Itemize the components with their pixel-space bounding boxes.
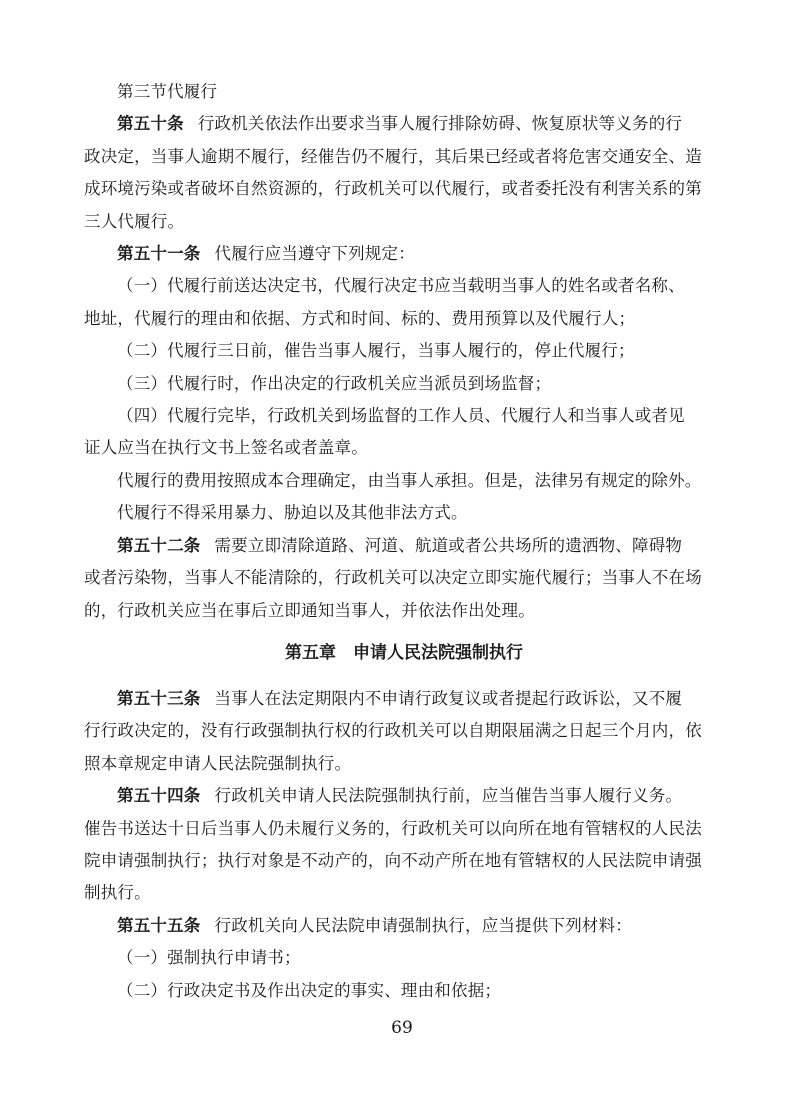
article-51-paragraph-3: 代履行不得采用暴力、胁迫以及其他非法方式。 (117, 503, 468, 523)
article-51-item-4-line-2: 证人应当在执行文书上签名或者盖章。 (84, 438, 368, 458)
article-53-label: 第五十三条 (117, 688, 201, 708)
article-55-item-1: （一）强制执行申请书； (117, 948, 301, 968)
article-50-line-1 (84, 108, 724, 140)
article-51-label: 第五十一条 (117, 244, 201, 264)
article-51-item-1-line-1: （一）代履行前送达决定书，代履行决定书应当载明当事人的姓名或者名称、 (117, 276, 685, 296)
article-50-label: 第五十条 (117, 114, 184, 134)
article-52-label: 第五十二条 (117, 535, 201, 555)
document-body (84, 76, 724, 1007)
article-51-item-4-line-1: （四）代履行完毕，行政机关到场监督的工作人员、代履行人和当事人或者见 (117, 406, 685, 426)
article-53-line-3: 照本章规定申请人民法院强制执行。 (84, 753, 352, 773)
article-54-line-2: 催告书送达十日后当事人仍未履行义务的，行政机关可以向所在地有管辖权的人民法 (84, 818, 702, 838)
article-51-paragraph-2: 代履行的费用按照成本合理确定，由当事人承担。但是，法律另有规定的除外。 (117, 470, 702, 490)
article-54-line-3: 院申请强制执行；执行对象是不动产的，向不动产所在地有管辖权的人民法院申请强 (84, 850, 702, 870)
article-53-line-2: 行行政决定的，没有行政强制执行权的行政机关可以自期限届满之日起三个月内，依 (84, 721, 702, 741)
article-50-line-4: 三人代履行。 (84, 211, 185, 231)
article-51-item-3: （三）代履行时，作出决定的行政机关应当派员到场监督； (117, 373, 552, 393)
article-54-line-4: 制执行。 (84, 883, 151, 903)
article-53-line-1 (84, 683, 724, 715)
article-52-line-2: 或者污染物，当事人不能清除的，行政机关可以决定立即实施代履行；当事人不在场 (84, 568, 702, 588)
article-54-text: 行政机关申请人民法院强制执行前，应当催告当事人履行义务。 (214, 786, 683, 806)
article-52-line-3: 的，行政机关应当在事后立即通知当事人，并依法作出处理。 (84, 600, 535, 620)
article-54-label: 第五十四条 (117, 786, 201, 806)
article-55-label: 第五十五条 (117, 915, 201, 935)
article-50-line-3: 成环境污染或者破坏自然资源的，行政机关可以代履行，或者委托没有利害关系的第 (84, 179, 702, 199)
article-54-line-1 (84, 780, 724, 812)
chapter-title: 第五章 申请人民法院强制执行 (285, 642, 523, 663)
article-52-line-1 (84, 530, 724, 562)
article-55-item-2: （二）行政决定书及作出决定的事实、理由和依据； (117, 980, 502, 1000)
article-51-line-1 (84, 238, 724, 270)
article-50-text: 行政机关依法作出要求当事人履行排除妨碍、恢复原状等义务的行 (197, 114, 683, 134)
article-55-text: 行政机关向人民法院申请强制执行，应当提供下列材料： (214, 915, 632, 935)
section-heading: 第三节代履行 (117, 82, 218, 101)
article-53-text: 当事人在法定期限内不申请行政复议或者提起行政诉讼，又不履 (214, 688, 683, 708)
article-51-item-1-line-2: 地址，代履行的理由和依据、方式和时间、标的、费用预算以及代履行人； (84, 308, 636, 328)
article-52-text: 需要立即清除道路、河道、航道或者公共场所的遗洒物、障碍物 (214, 535, 683, 555)
article-51-item-2: （二）代履行三日前，催告当事人履行，当事人履行的，停止代履行； (117, 341, 635, 361)
article-55-line-1 (84, 910, 724, 942)
page-number: 69 (391, 1018, 413, 1038)
article-50-line-2: 政决定，当事人逾期不履行，经催告仍不履行，其后果已经或者将危害交通安全、造 (84, 146, 702, 166)
article-51-text: 代履行应当遵守下列规定： (214, 244, 415, 264)
